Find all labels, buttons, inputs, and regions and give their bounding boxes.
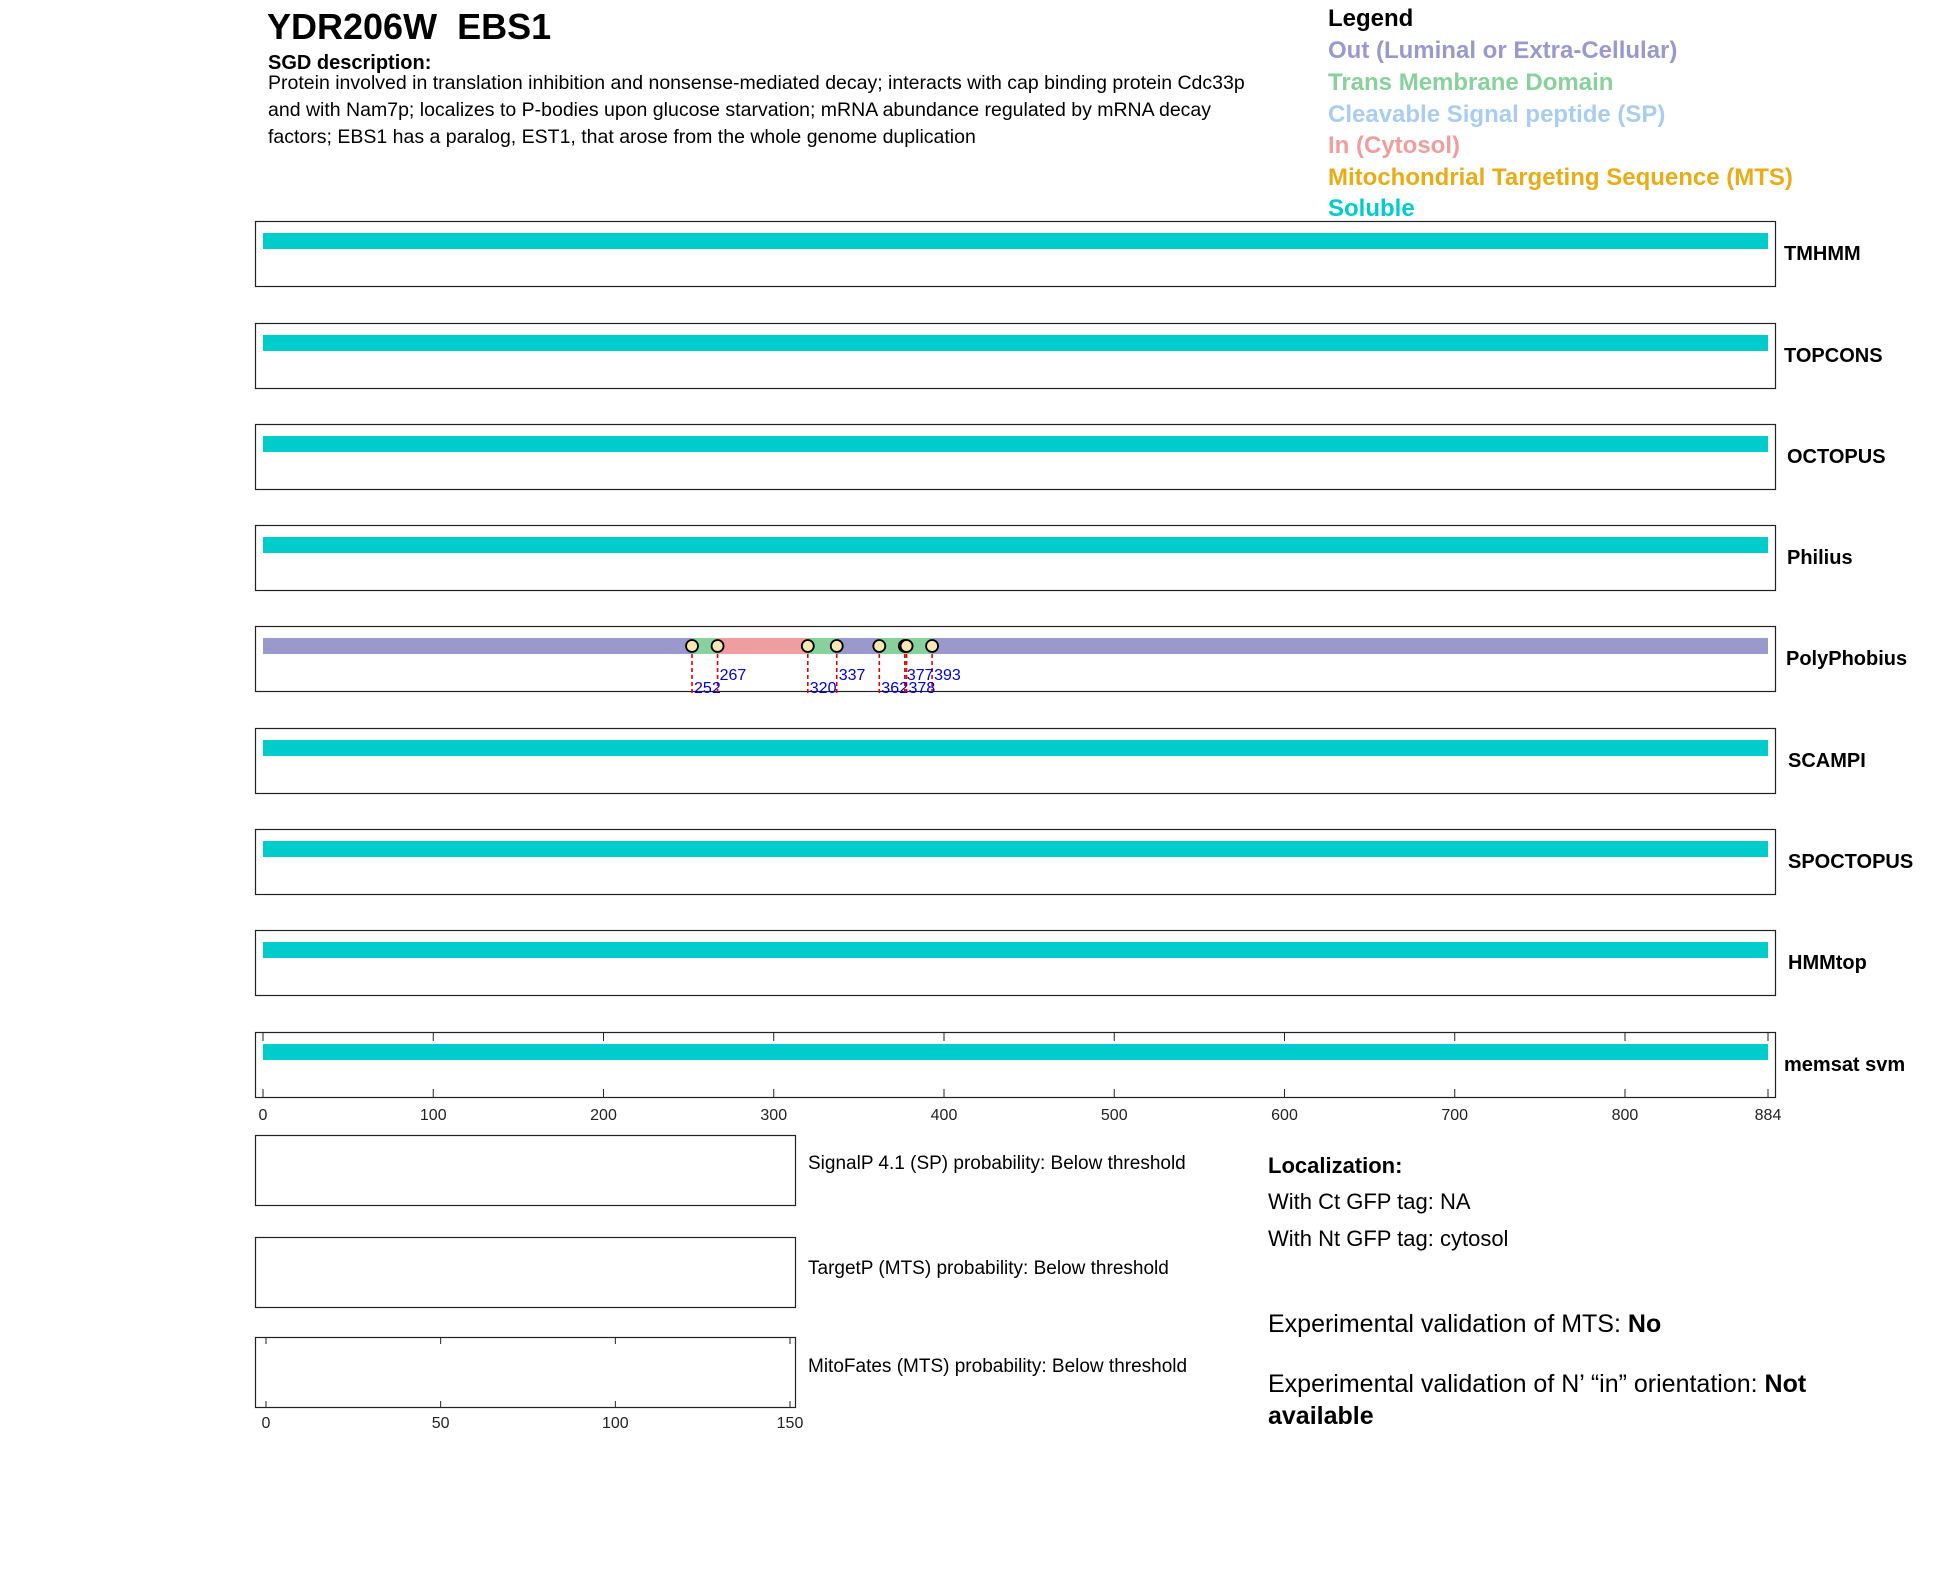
track-box — [256, 729, 1776, 794]
track-box — [256, 324, 1776, 389]
topology-segment — [263, 638, 692, 654]
track-box — [256, 526, 1776, 591]
x-tick-label: 500 — [1100, 1107, 1128, 1124]
x-tick-label: 50 — [431, 1415, 450, 1432]
boundary-label: 393 — [934, 667, 961, 684]
boundary-marker — [831, 640, 843, 652]
track-label: memsat svm — [1784, 1054, 1906, 1076]
sgd-label: SGD description: — [268, 52, 432, 74]
topology-segment — [263, 942, 1768, 958]
mitofates-label: MitoFates (MTS) probability: Below threshold — [808, 1356, 1188, 1377]
boundary-marker — [686, 640, 698, 652]
probability-panel — [256, 1338, 796, 1408]
sgd-description: Protein involved in translation inhibition and nonsense-mediated decay; interacts with cap binding protein Cdc33p and with Nam7p; localizes to P-bodies upon glucose starvation; mRNA abundance regulated by mRNA decay factors; EBS1 has a paralog, EST1, that arose from the whole genome duplication — [268, 72, 1245, 148]
legend-item-in: In (Cytosol) — [1328, 132, 1460, 159]
legend-item-mts: Mitochondrial Targeting Sequence (MTS) — [1328, 164, 1793, 191]
x-tick-label: 700 — [1441, 1107, 1469, 1124]
topology-segment — [263, 1044, 1768, 1060]
boundary-label: 362 — [881, 680, 909, 697]
boundary-label: 320 — [809, 680, 837, 697]
track-box — [256, 830, 1776, 895]
topology-segment — [263, 740, 1768, 756]
topology-segment — [263, 436, 1768, 452]
localization-nt: With Nt GFP tag: cytosol — [1268, 1226, 1509, 1251]
topology-segment — [263, 233, 1768, 249]
mts-validation-value: No — [1627, 1310, 1662, 1338]
x-tick-label: 150 — [776, 1415, 804, 1432]
probability-panel — [256, 1238, 796, 1308]
localization-ct: With Ct GFP tag: NA — [1268, 1189, 1471, 1214]
boundary-marker — [926, 640, 938, 652]
x-tick-label: 800 — [1611, 1107, 1639, 1124]
boundary-label: 378 — [908, 680, 936, 697]
topology-segment — [263, 841, 1768, 857]
topology-segment — [263, 335, 1768, 351]
track-box — [256, 627, 1776, 692]
gene-id: YDR206W — [267, 6, 438, 47]
track-box — [256, 1033, 1776, 1098]
boundary-label: 377 — [906, 667, 934, 684]
topology-segment — [263, 537, 1768, 553]
boundary-label: 267 — [719, 667, 747, 684]
track-box — [256, 222, 1776, 287]
track-label: HMMtop — [1788, 952, 1867, 974]
mts-validation-prefix: Experimental validation of MTS: — [1268, 1310, 1628, 1338]
boundary-marker — [873, 640, 885, 652]
track-label: OCTOPUS — [1787, 446, 1886, 468]
track-label: SPOCTOPUS — [1788, 851, 1914, 873]
legend-item-sp: Cleavable Signal peptide (SP) — [1328, 101, 1666, 128]
x-tick-label: 300 — [760, 1107, 788, 1124]
track-label: SCAMPI — [1788, 750, 1866, 772]
legend-title: Legend — [1328, 5, 1414, 32]
boundary-label: 337 — [838, 667, 866, 684]
gene-name: EBS1 — [457, 6, 552, 47]
x-tick-label: 400 — [930, 1107, 958, 1124]
x-tick-label: 600 — [1271, 1107, 1298, 1124]
x-tick-label: 0 — [258, 1107, 268, 1124]
x-tick-label: 200 — [590, 1107, 617, 1124]
orientation-validation — [1268, 1368, 1868, 1432]
track-label: TOPCONS — [1784, 345, 1883, 367]
topology-segment — [932, 638, 1768, 654]
track-label: Philius — [1787, 547, 1853, 569]
probability-panel — [256, 1136, 796, 1206]
boundary-marker — [901, 640, 913, 652]
signalp-label: SignalP 4.1 (SP) probability: Below threshold — [808, 1153, 1186, 1174]
x-tick-label: 100 — [419, 1107, 447, 1124]
x-tick-label: 100 — [601, 1415, 629, 1432]
topology-segment — [718, 638, 808, 654]
track-box — [256, 425, 1776, 490]
boundary-marker — [802, 640, 814, 652]
track-label: PolyPhobius — [1786, 648, 1908, 670]
boundary-label: 252 — [694, 680, 721, 697]
legend-item-soluble: Soluble — [1328, 195, 1415, 222]
orientation-validation-prefix: Experimental validation of N’ “in” orientation: — [1268, 1370, 1765, 1398]
orientation-validation-value: Not available — [1268, 1370, 1807, 1430]
track-box — [256, 931, 1776, 996]
legend-item-tm: Trans Membrane Domain — [1328, 69, 1614, 96]
x-tick-label: 0 — [261, 1415, 271, 1432]
boundary-marker — [712, 640, 724, 652]
x-tick-label: 884 — [1754, 1107, 1782, 1124]
track-label: TMHMM — [1784, 243, 1861, 265]
legend-item-out: Out (Luminal or Extra-Cellular) — [1328, 37, 1678, 64]
localization-heading: Localization: — [1268, 1153, 1403, 1178]
targetp-label: TargetP (MTS) probability: Below threshold — [808, 1258, 1169, 1279]
mts-validation — [1268, 1308, 1868, 1340]
